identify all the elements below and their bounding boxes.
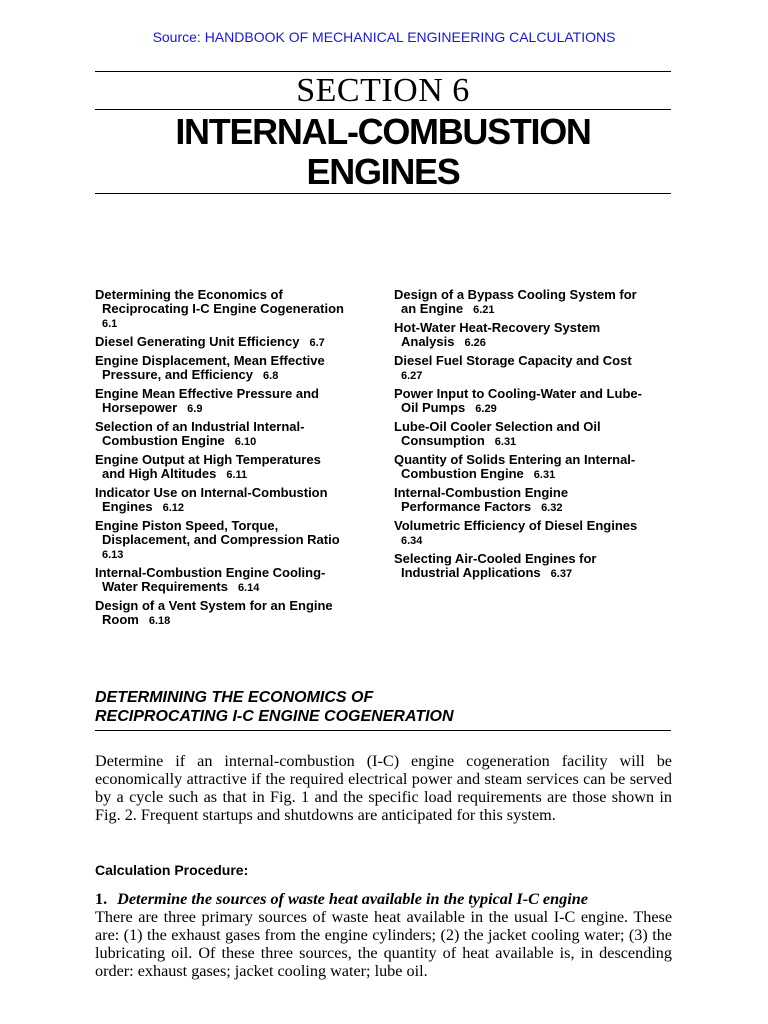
toc-left-column	[95, 288, 380, 632]
toc-entry-line: Selection of an Industrial Internal-	[95, 419, 305, 434]
toc-page-number: 6.11	[226, 469, 248, 481]
toc-entry-text: Consumption	[401, 433, 485, 448]
toc-entry-text: Performance Factors	[401, 499, 532, 514]
toc-entry-text: Combustion Engine	[401, 466, 524, 481]
toc-page-number: 6.29	[475, 403, 497, 415]
toc-entry[interactable]	[95, 354, 380, 383]
toc-entry-line	[394, 500, 672, 515]
toc-page-number: 6.13	[102, 549, 124, 561]
toc-entry-line: Internal-Combustion Engine Cooling-	[95, 565, 326, 580]
toc-entry-text: Water Requirements	[102, 579, 228, 594]
toc-page-number: 6.7	[309, 337, 325, 349]
toc-entry[interactable]	[95, 420, 380, 449]
toc-page-number: 6.8	[263, 370, 279, 382]
toc-page-number: 6.37	[550, 568, 573, 580]
toc-entry-text: an Engine	[401, 301, 464, 316]
toc-entry-line	[394, 302, 672, 317]
toc-entry[interactable]	[394, 486, 672, 515]
toc-entry-text: Analysis	[401, 334, 455, 349]
toc-entry-line: Quantity of Solids Entering an Internal-	[394, 452, 636, 467]
toc-page-number: 6.1	[102, 318, 118, 330]
toc-entry-line: Reciprocating I-C Engine Cogeneration	[102, 301, 344, 316]
toc-entry-line: Engine Piston Speed, Torque,	[95, 518, 279, 533]
toc-entry-line	[394, 335, 672, 350]
toc-page-number: 6.21	[473, 304, 495, 316]
section-label: SECTION 6	[296, 72, 470, 109]
toc-entry-line	[95, 580, 380, 595]
toc-entry-line: Internal-Combustion Engine	[394, 485, 569, 500]
toc-entry-line: Engine Output at High Temperatures	[95, 452, 321, 467]
toc-page-line	[394, 533, 672, 548]
toc-entry[interactable]	[95, 335, 380, 350]
section-rule	[95, 109, 671, 110]
toc-right-column	[394, 288, 672, 585]
toc-entry-line	[394, 401, 672, 416]
toc-entry[interactable]	[95, 288, 380, 331]
toc-entry-line: Determining the Economics of	[95, 287, 283, 302]
toc-entry[interactable]	[394, 288, 672, 317]
source-line[interactable]: Source: HANDBOOK OF MECHANICAL ENGINEERING CALCULATIONS	[152, 29, 616, 45]
toc-page-number: 6.9	[187, 403, 203, 415]
toc-entry-line: Engine Mean Effective Pressure and	[95, 386, 319, 401]
toc-entry-line	[95, 368, 380, 383]
toc-entry-line	[95, 500, 380, 515]
toc-entry-line	[95, 467, 380, 482]
toc-entry-text: Horsepower	[102, 400, 178, 415]
toc-entry[interactable]	[95, 387, 380, 416]
toc-entry[interactable]	[394, 420, 672, 449]
toc-page-number: 6.14	[237, 582, 260, 594]
toc-entry-text: Diesel Generating Unit Efficiency	[95, 334, 300, 349]
toc-page-number: 6.26	[464, 337, 486, 349]
toc-entry[interactable]	[95, 453, 380, 482]
toc-entry-text: and High Altitudes	[102, 466, 217, 481]
toc-entry-text: Oil Pumps	[401, 400, 466, 415]
toc-page-line	[95, 316, 380, 331]
toc-entry-text: Industrial Applications	[401, 565, 541, 580]
heading-rule	[95, 730, 671, 731]
step-1-number: 1.	[95, 890, 108, 908]
toc-entry-line: Design of a Vent System for an Engine	[95, 598, 333, 613]
section-title-line1: INTERNAL-COMBUSTION	[175, 111, 591, 152]
toc-entry[interactable]	[394, 387, 672, 416]
toc-entry-text: Combustion Engine	[102, 433, 225, 448]
step-1-text: There are three primary sources of waste heat available in the usual I-C engine. These are: (1) the exhaust gases from the engine cylinders; (2) the jacket cooling water; (3) the lubricating oil. Of these three sources, the quantity of heat available is, in descending order: exhaust gases; jacket cooling water; lube oil.	[95, 908, 672, 980]
toc-entry[interactable]	[394, 519, 672, 548]
toc-entry[interactable]	[95, 599, 380, 628]
intro-paragraph: Determine if an internal-combustion (I-C) engine cogeneration facility will be economically attractive if the required electrical power and steam services can be served by a cycle such as that in Fig. 1 and the specific load requirements are those shown in Fig. 2. Frequent startups and shutdowns are anticipated for this system.	[95, 752, 672, 824]
toc-entry-line: Displacement, and Compression Ratio	[102, 532, 340, 547]
step-1-heading	[95, 890, 672, 908]
toc-entry-line: Engine Displacement, Mean Effective	[95, 353, 325, 368]
toc-entry-line: Selecting Air-Cooled Engines for	[394, 551, 597, 566]
toc-entry-text: Room	[102, 612, 139, 627]
toc-entry-line: Design of a Bypass Cooling System for	[394, 287, 637, 302]
toc-entry-line	[95, 613, 380, 628]
toc-entry-line: Power Input to Cooling-Water and Lube-	[394, 386, 642, 401]
toc-page-number: 6.10	[234, 436, 257, 448]
toc-page-number: 6.32	[541, 502, 563, 514]
article-heading-line2: RECIPROCATING I-C ENGINE COGENERATION	[95, 708, 454, 725]
toc-page-number: 6.18	[148, 615, 171, 627]
title-rule	[95, 193, 671, 194]
toc-entry[interactable]	[394, 321, 672, 350]
section-title	[95, 112, 671, 192]
article-heading	[95, 688, 671, 726]
toc-entry-line	[394, 467, 672, 482]
toc-entry-line	[95, 434, 380, 449]
toc-entry[interactable]	[394, 354, 672, 383]
toc-entry-line	[95, 401, 380, 416]
toc-entry-line: Diesel Fuel Storage Capacity and Cost	[394, 353, 632, 368]
toc-entry[interactable]	[95, 566, 380, 595]
toc-entry-line	[95, 335, 380, 350]
calculation-procedure-label: Calculation Procedure:	[95, 862, 249, 878]
toc-page-number: 6.31	[494, 436, 517, 448]
toc-entry-line	[394, 566, 672, 581]
toc-page-line	[394, 368, 672, 383]
toc-page-number: 6.31	[533, 469, 556, 481]
toc-entry-line	[394, 434, 672, 449]
toc-entry-line: Indicator Use on Internal-Combustion	[95, 485, 328, 500]
toc-entry[interactable]	[394, 453, 672, 482]
section-title-line2: ENGINES	[306, 151, 460, 192]
toc-entry-text: Engines	[102, 499, 153, 514]
step-1-title: Determine the sources of waste heat available in the typical I-C engine	[117, 890, 588, 908]
toc-entry[interactable]	[95, 486, 380, 515]
toc-entry-line: Volumetric Efficiency of Diesel Engines	[394, 518, 638, 533]
toc-page-number: 6.12	[162, 502, 184, 514]
article-heading-line1: DETERMINING THE ECONOMICS OF	[95, 689, 374, 706]
toc-page-number: 6.27	[401, 370, 423, 382]
toc-entry-text: Pressure, and Efficiency	[102, 367, 254, 382]
toc-page-number: 6.34	[401, 535, 423, 547]
toc-entry[interactable]	[95, 519, 380, 562]
toc-page-line	[95, 547, 380, 562]
toc-entry-line: Hot-Water Heat-Recovery System	[394, 320, 601, 335]
toc-entry-line: Lube-Oil Cooler Selection and Oil	[394, 419, 601, 434]
toc-entry[interactable]	[394, 552, 672, 581]
step-1	[95, 890, 672, 980]
